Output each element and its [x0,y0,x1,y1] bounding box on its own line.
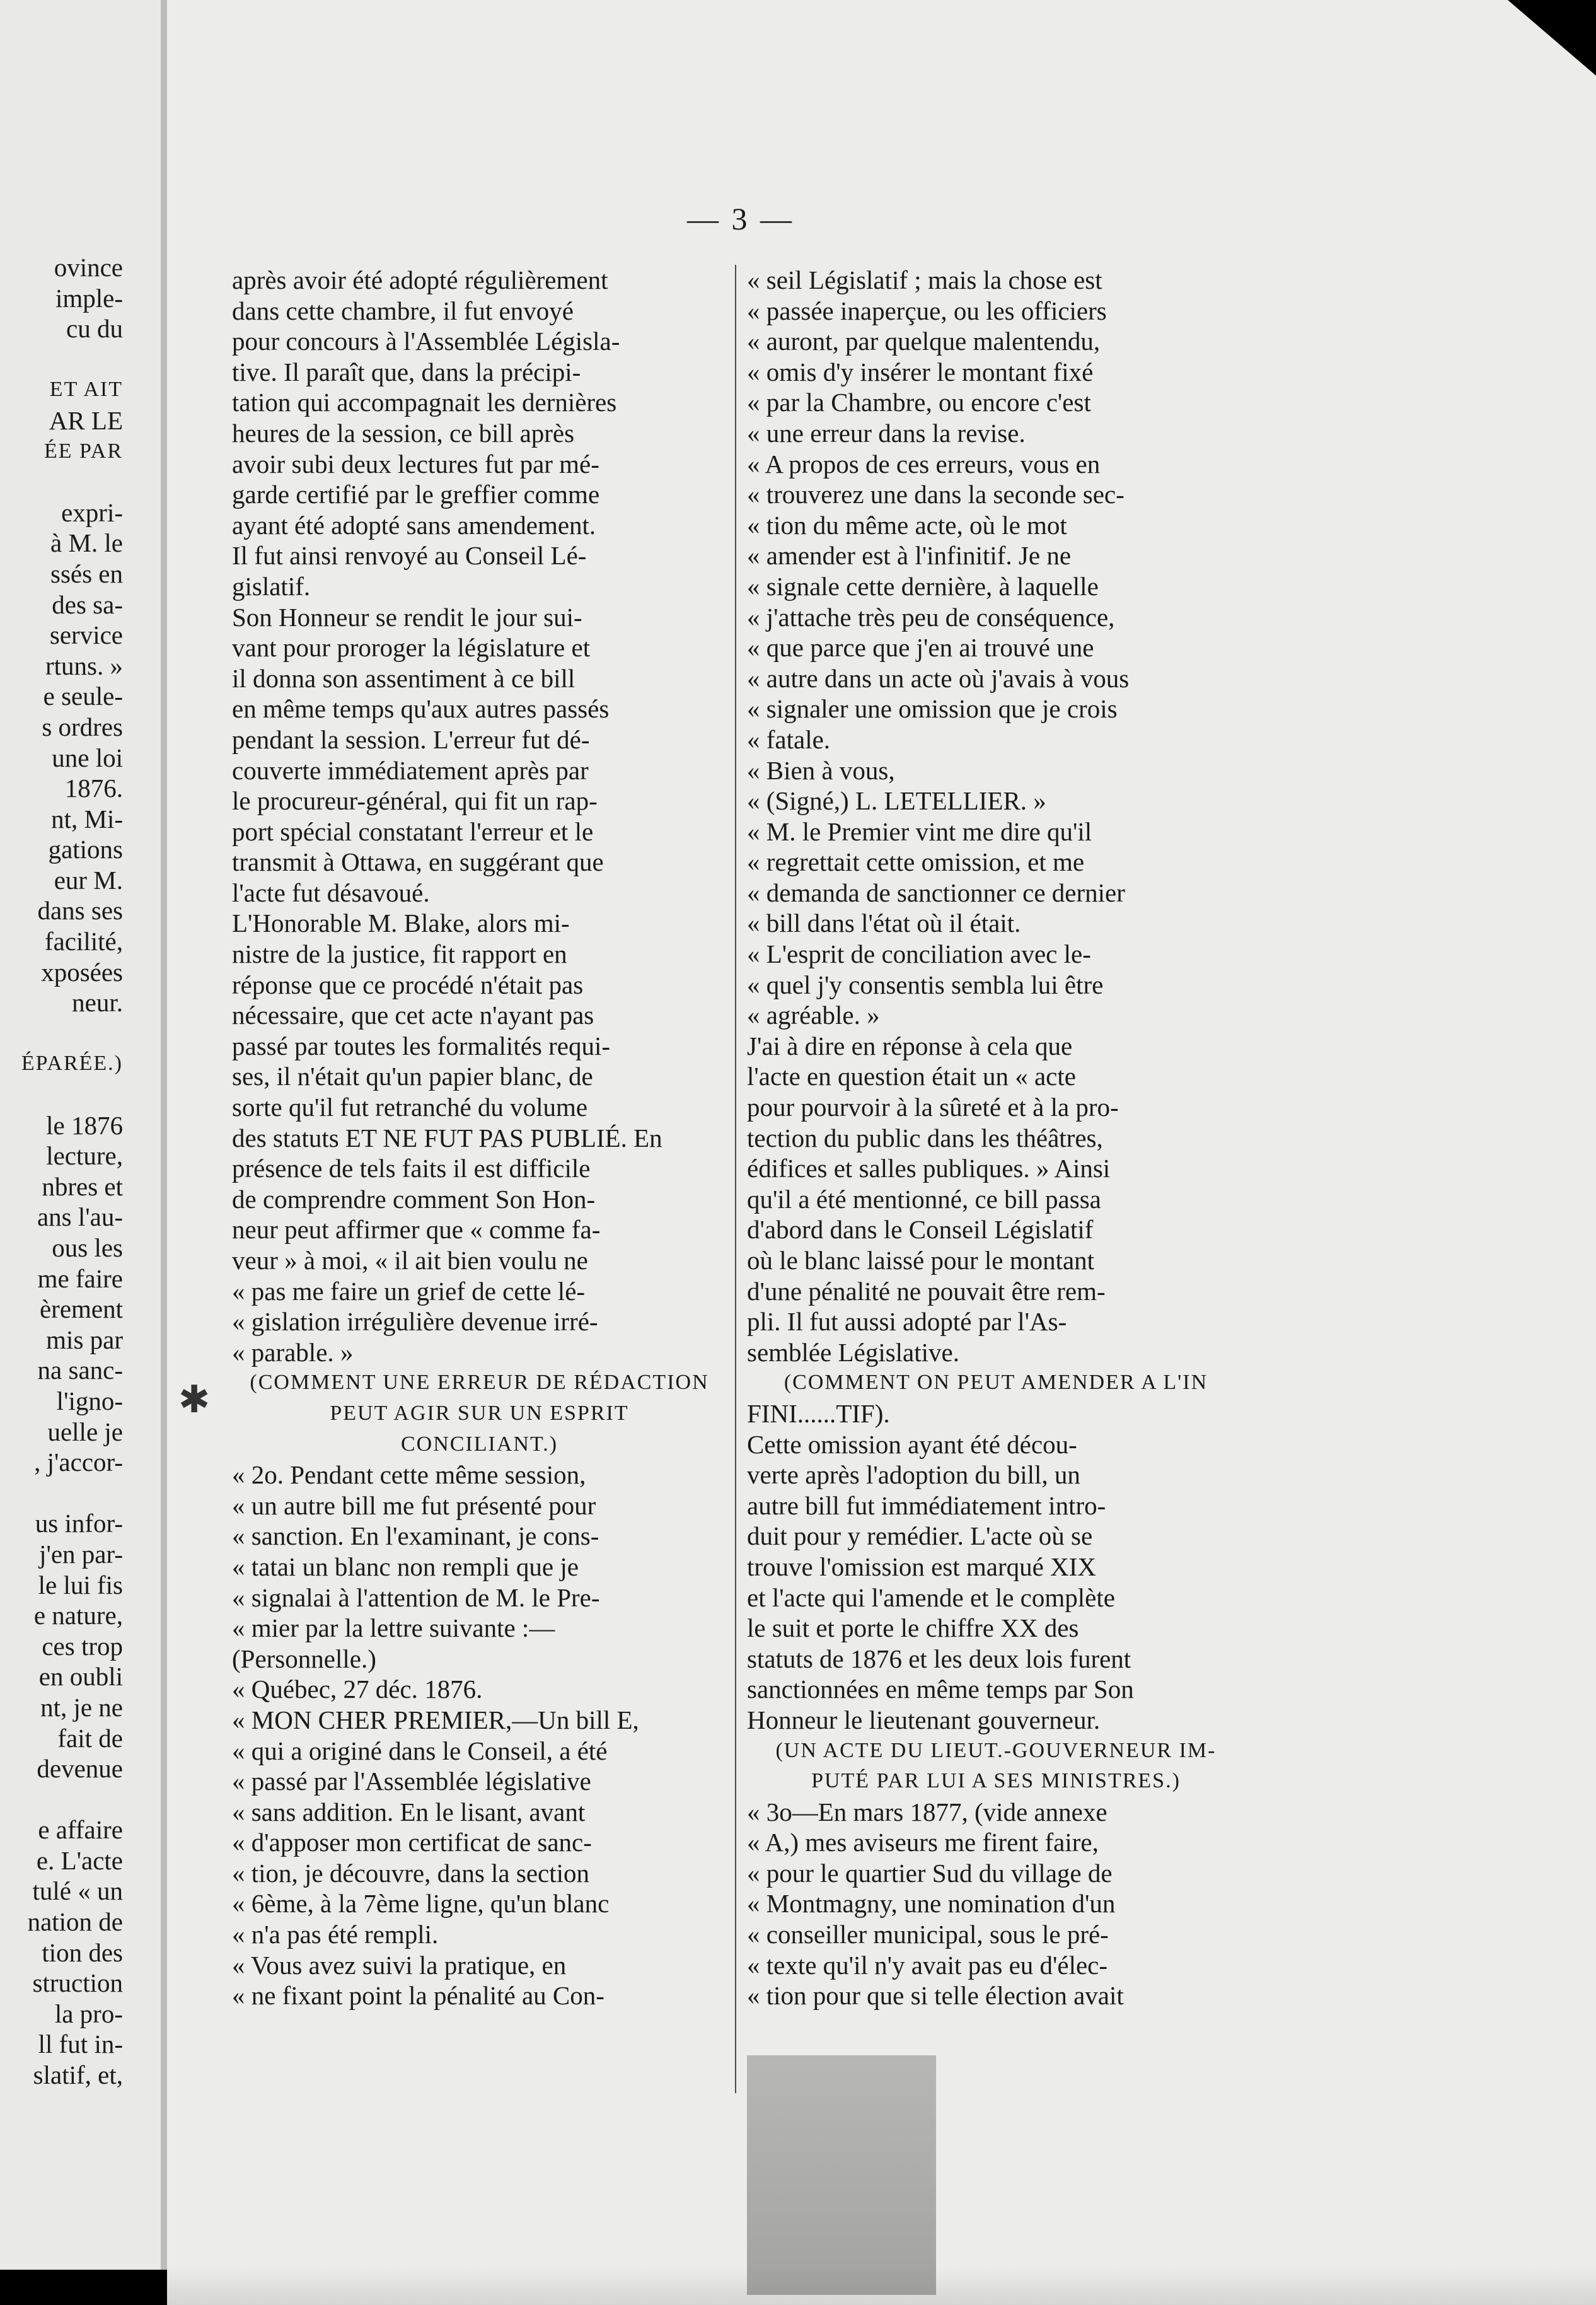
text-line: semblée Législative. [747,1337,959,1367]
left-page-text-fragments [0,252,161,2091]
text-line: « demanda de sanctionner ce dernier [747,878,1125,907]
fragment-line: èrement [39,1294,123,1324]
text-line: et l'acte qui l'amende et le complète [747,1582,1115,1612]
text-line: « signaler une omission que je crois [747,694,1118,724]
fragment-line: 1876. [64,774,123,803]
text-line: ayant été adopté sans amendement. [232,510,596,540]
text-line: l'acte fut désavoué. [232,878,430,907]
fragment-line: , j'accor- [34,1448,123,1477]
text-line: « texte qu'il n'y avait pas eu d'élec- [747,1950,1108,1980]
text-line: (COMMENT ON PEUT AMENDER A L'IN [784,1371,1208,1395]
text-line: vant pour proroger la législature et [232,633,591,663]
fragment-line: e seule- [43,682,123,711]
text-line: « tion du même acte, où le mot [747,510,1067,540]
text-line: « seil Législatif ; mais la chose est [747,265,1102,294]
text-line: « j'attache très peu de conséquence, [747,602,1115,632]
text-line: pli. Il fut aussi adopté par l'As- [747,1307,1067,1337]
text-line: Cette omission ayant été décou- [747,1429,1077,1459]
text-line: « sans addition. En le lisant, avant [232,1797,586,1826]
text-line: « A propos de ces erreurs, vous en [747,449,1101,479]
text-line: « passée inaperçue, ou les officiers [747,296,1107,325]
fragment-line: e affaire [38,1815,123,1845]
text-line: « parable. » [232,1337,354,1367]
text-line: « 3o—En mars 1877, (vide annexe [747,1797,1107,1826]
text-line: « qui a originé dans le Conseil, a été [232,1736,608,1765]
fragment-line: neur. [72,988,123,1018]
text-line: il donna son assentiment à ce bill [232,663,575,693]
fragment-line [0,344,161,375]
text-line: « (Signé,) L. LETELLIER. » [747,786,1046,816]
fragment-line: facilité, [44,927,123,956]
right-text-column [747,265,1245,2011]
text-line: « 6ème, à la 7ème ligne, qu'un blanc [232,1889,610,1919]
text-line: pendant la session. L'erreur fut dé- [232,724,590,754]
text-line: trouve l'omission est marqué XIX [747,1552,1096,1581]
text-line: après avoir été adopté régulièrement [232,265,608,294]
fragment-line: rtuns. » [45,651,123,680]
fragment-line: e. L'acte [36,1845,123,1875]
text-line: (UN ACTE DU LIEUT.-GOUVERNEUR IM- [775,1738,1217,1762]
fragment-line: dans ses [37,896,123,926]
fragment-line: ÉE PAR [43,439,123,463]
fragment-line: la pro- [54,1999,123,2028]
text-line: « sanction. En l'examinant, je cons- [232,1521,599,1551]
text-line: « pas me faire un grief de cette lé- [232,1276,586,1306]
text-line: pour concours à l'Assemblée Législa- [232,327,620,356]
text-line: duit pour y remédier. L'acte où se [747,1521,1093,1551]
text-line: « omis d'y insérer le montant fixé [747,357,1094,386]
text-line: veur » à moi, « il ait bien voulu ne [232,1246,588,1275]
page-gutter [161,0,167,2270]
text-line: Il fut ainsi renvoyé au Conseil Lé- [232,541,587,571]
fragment-line: j'en par- [39,1539,123,1569]
fragment-line: cu du [66,314,123,344]
fragment-line: ovince [54,253,123,282]
fragment-line [0,1478,161,1509]
fragment-line: le 1876 [46,1110,123,1140]
text-line: où le blanc laissé pour le montant [747,1246,1095,1275]
fragment-line: l'igno- [56,1386,123,1415]
fragment-line: ans l'au- [37,1202,123,1232]
margin-mark: ✱ [178,1379,211,1420]
text-line: passé par toutes les formalités requi- [232,1031,611,1060]
text-line: heures de la session, ce bill après [232,418,575,448]
fragment-line: à M. le [50,528,123,558]
text-line: couverte immédiatement après par [232,755,589,785]
text-line: « bill dans l'état où il était. [747,909,1021,938]
text-line: « mier par la lettre suivante :— [232,1613,555,1643]
text-line: Honneur le lieutenant gouverneur. [747,1705,1101,1734]
text-line: « Québec, 27 déc. 1876. [232,1675,483,1704]
text-line: nistre de la justice, fit rapport en [232,939,567,969]
text-line: statuts de 1876 et les deux lois furent [747,1644,1131,1673]
fragment-line: s ordres [42,712,123,741]
text-line: tation qui accompagnait les dernières [232,388,617,417]
text-line: d'une pénalité ne pouvait être rem- [747,1276,1106,1306]
text-line: « 2o. Pendant cette même session, [232,1460,586,1490]
fragment-line: struction [32,1968,123,1998]
text-line: nécessaire, que cet acte n'ayant pas [232,1001,594,1030]
text-line: gislatif. [232,571,311,601]
text-line: ses, il n'était qu'un papier blanc, de [232,1062,593,1091]
text-line: CONCILIANT.) [400,1432,558,1456]
fragment-line: service [49,620,123,650]
left-page-edge [0,0,161,2270]
fragment-line: lecture, [46,1141,123,1171]
text-line: des statuts ET NE FUT PAS PUBLIÉ. En [232,1123,662,1152]
text-line: « amender est à l'infinitif. Je ne [747,541,1072,571]
text-line: verte après l'adoption du bill, un [747,1460,1080,1490]
text-line: « conseiller municipal, sous le pré- [747,1920,1109,1949]
fragment-line: le lui fis [38,1570,123,1600]
fragment-line: AR LE [49,405,123,435]
text-line: « ne fixant point la pénalité au Con- [232,1981,604,2011]
text-line: pour pourvoir à la sûreté et à la pro- [747,1093,1119,1122]
text-line: « M. le Premier vint me dire qu'il [747,816,1092,846]
fragment-line: eur M. [54,865,123,895]
text-line: « MON CHER PREMIER,—Un bill E, [232,1705,639,1734]
fragment-line: des sa- [52,589,123,619]
fragment-line: nbres et [42,1171,123,1201]
fragment-line: fait de [57,1723,123,1753]
fragment-line: ssés en [50,559,123,588]
fragment-line: us infor- [35,1509,123,1538]
fragment-line: ÉPARÉE.) [21,1052,123,1076]
text-line: « signalai à l'attention de M. le Pre- [232,1582,600,1612]
ink-stain [747,2055,936,2295]
text-line: « Montmagny, une nomination d'un [747,1889,1116,1919]
text-line: « tion pour que si telle élection avait [747,1981,1124,2011]
text-line: « n'a pas été rempli. [232,1920,439,1949]
text-line: « agréable. » [747,1001,880,1030]
left-text-column [232,265,727,2011]
text-line: en même temps qu'aux autres passés [232,694,610,724]
text-line: édifices et salles publiques. » Ainsi [747,1154,1111,1183]
text-line: PUTÉ PAR LUI A SES MINISTRES.) [811,1769,1181,1793]
text-line: « tatai un blanc non rempli que je [232,1552,579,1581]
text-line: FINI......TIF). [747,1398,890,1428]
fragment-line: ces trop [42,1631,123,1661]
fragment-line: mis par [46,1325,123,1354]
text-line: « signale cette dernière, à laquelle [747,571,1099,601]
text-line: sorte qu'il fut retranché du volume [232,1093,588,1122]
fragment-line [0,1018,161,1049]
text-line: L'Honorable M. Blake, alors mi- [232,909,570,938]
text-line: dans cette chambre, il fut envoyé [232,296,574,325]
torn-corner [1508,0,1596,76]
fragment-line [0,467,161,497]
fragment-line: ous les [52,1233,123,1262]
fragment-line [0,1784,161,1815]
text-line: « pour le quartier Sud du village de [747,1858,1113,1888]
text-line: port spécial constatant l'erreur et le [232,816,594,846]
fragment-line: tulé « un [32,1876,123,1906]
text-line: le procureur-général, qui fit un rap- [232,786,598,816]
text-line: transmit à Ottawa, en suggérant que [232,847,604,877]
text-line: « que parce que j'en ai trouvé une [747,633,1094,663]
fragment-line: ET AIT [49,378,123,402]
text-line: qu'il a été mentionné, ce bill passa [747,1184,1101,1214]
fragment-line: en oubli [38,1662,123,1692]
text-line: présence de tels faits il est difficile [232,1154,591,1183]
text-line: tive. Il paraît que, dans la précipi- [232,357,581,386]
text-line: « tion, je découvre, dans la section [232,1858,589,1888]
fragment-line: gations [48,835,123,864]
page-number: — 3 — [687,201,794,236]
text-line: « autre dans un acte où j'avais à vous [747,663,1130,693]
text-line: sanctionnées en même temps par Son [747,1675,1134,1704]
fragment-line: e nature, [33,1601,123,1630]
text-line: garde certifié par le greffier comme [232,480,600,509]
fragment-line: nation de [27,1907,123,1937]
fragment-line: expri- [61,497,123,527]
text-line: « une erreur dans la revise. [747,418,1026,448]
column-divider [735,265,736,2093]
text-line: Son Honneur se rendit le jour sui- [232,602,582,632]
text-line: « un autre bill me fut présenté pour [232,1490,596,1520]
fragment-line: na sanc- [37,1356,123,1385]
fragment-line: imple- [55,283,123,313]
fragment-line: nt, je ne [40,1692,123,1722]
text-line: « quel j'y consentis sembla lui être [747,970,1104,999]
text-line: « regrettait cette omission, et me [747,847,1085,877]
text-line: « d'apposer mon certificat de sanc- [232,1828,592,1857]
text-line: (COMMENT UNE ERREUR DE RÉDACTION [250,1371,709,1395]
fragment-line: uelle je [47,1417,123,1446]
text-line: J'ai à dire en réponse à cela que [747,1031,1073,1060]
text-line: « fatale. [747,724,831,754]
text-line: « auront, par quelque malentendu, [747,327,1101,356]
fragment-line: ll fut in- [38,2029,123,2059]
text-line: « Vous avez suivi la pratique, en [232,1950,567,1980]
text-line: d'abord dans le Conseil Législatif [747,1215,1094,1245]
text-line: avoir subi deux lectures fut par mé- [232,449,599,479]
text-line: réponse que ce procédé n'était pas [232,970,584,999]
fragment-line: tion des [42,1937,123,1967]
text-line: « gislation irrégulière devenue irré- [232,1307,598,1337]
text-line: « passé par l'Assemblée législative [232,1767,591,1796]
text-line: (Personnelle.) [232,1644,376,1673]
text-line: « L'esprit de conciliation avec le- [747,939,1091,969]
text-line: le suit et porte le chiffre XX des [747,1613,1079,1643]
fragment-line [0,1079,161,1110]
text-line: neur peut affirmer que « comme fa- [232,1215,601,1245]
text-line: « A,) mes aviseurs me firent faire, [747,1828,1099,1857]
fragment-line: me faire [37,1263,123,1293]
fragment-line: devenue [37,1754,123,1784]
text-line: l'acte en question était un « acte [747,1062,1076,1091]
text-line: autre bill fut immédiatement intro- [747,1490,1106,1520]
text-line: « trouverez une dans la seconde sec- [747,480,1125,509]
fragment-line: slatif, et, [33,2060,123,2090]
fragment-line: une loi [52,743,123,772]
text-line: tection du public dans les théâtres, [747,1123,1103,1152]
fragment-line: nt, Mi- [51,804,123,833]
text-line: « par la Chambre, ou encore c'est [747,388,1091,417]
text-line: de comprendre comment Son Hon- [232,1184,596,1214]
fragment-line: xposées [41,957,123,987]
text-line: PEUT AGIR SUR UN ESPRIT [330,1401,629,1425]
text-line: « Bien à vous, [747,755,895,785]
